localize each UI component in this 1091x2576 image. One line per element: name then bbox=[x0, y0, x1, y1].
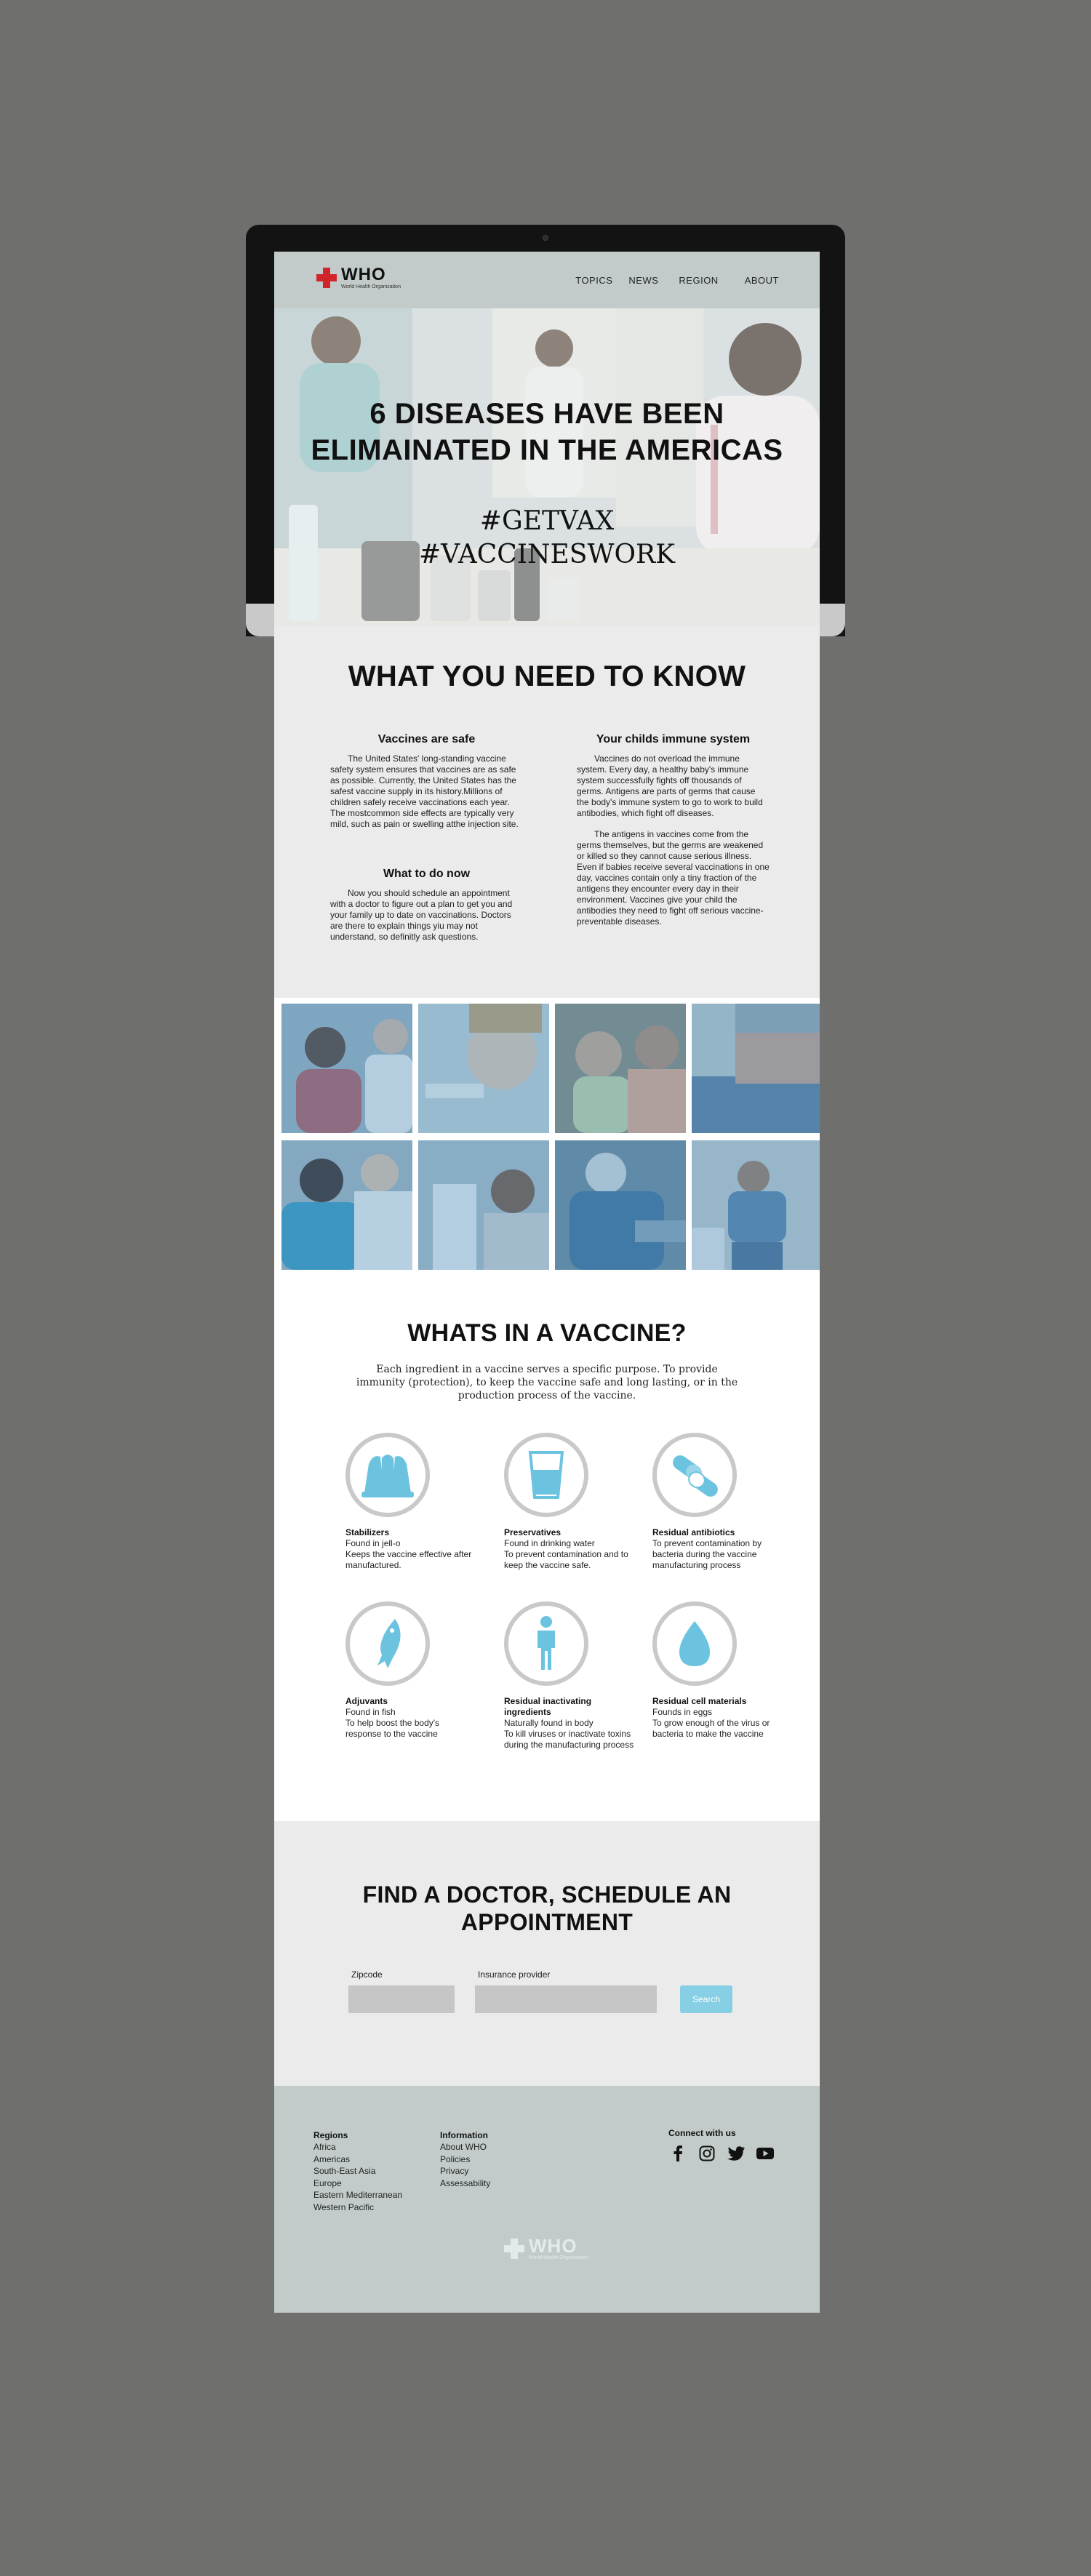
nav-topics[interactable]: TOPICS bbox=[575, 275, 613, 286]
person-icon bbox=[504, 1601, 588, 1686]
ingredient-name: Residual cell materials bbox=[652, 1696, 747, 1706]
ingredient-purpose: To help boost the body's response to the vaccine bbox=[345, 1718, 440, 1739]
ingredient-name: Adjuvants bbox=[345, 1696, 388, 1706]
region-link-africa[interactable]: Africa bbox=[313, 2142, 336, 2152]
photo-gallery bbox=[274, 998, 820, 1277]
immune-system-body-1: Vaccines do not overload the immune system. Every day, a healthy baby's immune system successfully fights off thousands of germs. Antigens are parts of germs that cause the body's immune system to go to work to build antibodies, which fight off diseases. bbox=[577, 753, 763, 818]
zipcode-label: Zipcode bbox=[351, 1969, 383, 1980]
region-link-americas[interactable]: Americas bbox=[313, 2153, 351, 2164]
find-doctor-title bbox=[274, 1881, 820, 1936]
ingredient-source: Found in fish bbox=[345, 1707, 396, 1717]
ingredient-purpose: To prevent contamination and to keep the vaccine safe. bbox=[504, 1549, 628, 1570]
find-doctor-title-line-1: FIND A DOCTOR, SCHEDULE AN bbox=[362, 1881, 732, 1908]
hero-title bbox=[274, 396, 820, 468]
facebook-icon[interactable] bbox=[668, 2144, 687, 2163]
info-link-about[interactable]: About WHO bbox=[440, 2142, 487, 2152]
who-emblem-icon bbox=[316, 268, 337, 288]
find-doctor-title-line-2: APPOINTMENT bbox=[460, 1909, 634, 1935]
regions-heading: Regions bbox=[313, 2130, 348, 2140]
egg-icon bbox=[652, 1601, 737, 1686]
ingredient-name: Residual inactivating ingredients bbox=[504, 1696, 592, 1717]
insurance-input[interactable] bbox=[475, 1985, 657, 2013]
vaccines-safe-body: The United States' long-standing vaccine safety system ensures that vaccines are as safe as possible. Currently, the United States has the safest vaccine supply in its history.Millions of children safely receive vaccinations each year. The mostcommon side effects are typically very mild, such as pain or swelling atthe injection site. bbox=[330, 753, 519, 829]
ingredient-name: Stabilizers bbox=[345, 1527, 390, 1537]
footer bbox=[274, 2086, 820, 2313]
ingredient-purpose: To prevent contamination by bacteria during the vaccine manufacturing process bbox=[652, 1538, 762, 1570]
ingredient-adjuvants bbox=[345, 1601, 476, 1740]
gallery-photo bbox=[418, 1140, 549, 1270]
what-to-do-body: Now you should schedule an appointment with a doctor to figure out a plan to get you and your family up to date on vaccinations. Doctors are there to explain things yiu may not understand, so definitly ask questions. bbox=[330, 888, 513, 942]
nav-about[interactable]: ABOUT bbox=[744, 275, 779, 286]
need-to-know-title: WHAT YOU NEED TO KNOW bbox=[348, 660, 746, 692]
jello-icon bbox=[345, 1433, 430, 1517]
hashtag-getvax: #GETVAX bbox=[479, 506, 615, 536]
gallery-photo bbox=[281, 1140, 412, 1270]
fish-icon bbox=[345, 1601, 430, 1686]
region-link-western-pacific[interactable]: Western Pacific bbox=[313, 2201, 375, 2212]
ingredient-preservatives bbox=[504, 1433, 635, 1571]
vaccine-intro: Each ingredient in a vaccine serves a specific purpose. To provide immunity (protection), to keep the vaccine safe and long lasting, or in the production process of the vaccine. bbox=[356, 1364, 738, 1401]
region-link-south-east-asia[interactable]: South-East Asia bbox=[313, 2166, 376, 2176]
vaccine-ingredients-section bbox=[274, 1277, 820, 1821]
info-link-assessability[interactable]: Assessability bbox=[440, 2177, 491, 2188]
gallery-photo bbox=[692, 1004, 820, 1133]
ingredient-stabilizers bbox=[345, 1433, 476, 1571]
hero-hashtags bbox=[274, 505, 820, 572]
region-link-eastern-mediterranean[interactable]: Eastern Mediterranean bbox=[313, 2190, 403, 2200]
top-nav bbox=[274, 252, 820, 308]
ingredient-purpose: Keeps the vaccine effective after manufactured. bbox=[345, 1549, 472, 1570]
insurance-label: Insurance provider bbox=[478, 1969, 551, 1980]
ingredient-name: Preservatives bbox=[504, 1527, 562, 1537]
vaccines-safe-block bbox=[330, 733, 523, 840]
social-links bbox=[668, 2144, 775, 2163]
gallery-photo bbox=[281, 1004, 412, 1133]
vaccine-title: WHATS IN A VACCINE? bbox=[407, 1319, 687, 1347]
footer-logo-subtitle: World Health Organization bbox=[529, 2255, 588, 2260]
logo-subtitle: World Health Organization bbox=[341, 284, 401, 289]
gallery-photo bbox=[692, 1140, 820, 1270]
hero-title-line-2: ELIMAINATED IN THE AMERICAS bbox=[311, 434, 783, 466]
ingredient-source: Found in drinking water bbox=[504, 1538, 595, 1548]
immune-system-heading: Your childs immune system bbox=[596, 733, 751, 745]
ingredient-source: Naturally found in body bbox=[504, 1718, 594, 1728]
ingredient-cell-materials bbox=[652, 1601, 783, 1740]
hero-banner bbox=[274, 308, 820, 625]
what-to-do-heading: What to do now bbox=[383, 868, 471, 880]
region-link-europe[interactable]: Europe bbox=[313, 2177, 342, 2188]
ingredient-name: Residual antibiotics bbox=[652, 1527, 735, 1537]
zipcode-input[interactable] bbox=[348, 1985, 455, 2013]
ingredient-residual-antibiotics bbox=[652, 1433, 783, 1571]
vaccines-safe-heading: Vaccines are safe bbox=[377, 733, 476, 745]
gallery-photo bbox=[418, 1004, 549, 1133]
ingredient-purpose: To kill viruses or inactivate toxins during the manufacturing process bbox=[504, 1729, 634, 1750]
twitter-icon[interactable] bbox=[727, 2144, 746, 2163]
need-to-know-section bbox=[274, 625, 820, 998]
immune-system-body-2: The antigens in vaccines come from the germs themselves, but the germs are weakened or killed so they cannot cause serious illness. Even if babies receive several vaccinations in one day, vaccines contain only a tiny fraction of the antigens they encounter every day in their environment. Vaccines give your child the antibodies they need to fight off serious vaccine-preventable diseases. bbox=[577, 829, 770, 927]
info-link-privacy[interactable]: Privacy bbox=[440, 2166, 469, 2176]
search-button[interactable]: Search bbox=[680, 1985, 732, 2013]
camera-dot bbox=[543, 235, 548, 241]
nav-links bbox=[575, 275, 779, 286]
connect-heading: Connect with us bbox=[668, 2128, 736, 2138]
footer-regions bbox=[313, 2129, 402, 2213]
gallery-photo bbox=[555, 1004, 686, 1133]
nav-region[interactable]: REGION bbox=[679, 275, 719, 286]
footer-information bbox=[440, 2129, 490, 2189]
hero-title-line-1: 6 DISEASES HAVE BEEN bbox=[369, 398, 724, 430]
what-to-do-block bbox=[330, 868, 523, 953]
nav-news[interactable]: NEWS bbox=[628, 275, 659, 286]
footer-logo-word: WHO bbox=[529, 2235, 578, 2257]
logo-word: WHO bbox=[341, 265, 386, 284]
ingredient-purpose: To grow enough of the virus or bacteria to make the vaccine bbox=[652, 1718, 770, 1739]
website bbox=[274, 252, 820, 2313]
hashtag-vaccineswork: #VACCINESWORK bbox=[419, 540, 675, 569]
info-link-policies[interactable]: Policies bbox=[440, 2153, 471, 2164]
pills-icon bbox=[652, 1433, 737, 1517]
footer-who-logo[interactable] bbox=[504, 2237, 588, 2260]
water-glass-icon bbox=[504, 1433, 588, 1517]
gallery-photo bbox=[555, 1140, 686, 1270]
immune-system-block bbox=[577, 733, 770, 937]
ingredient-inactivating bbox=[504, 1601, 635, 1751]
who-logo[interactable] bbox=[316, 266, 401, 289]
ingredient-source: Founds in eggs bbox=[652, 1707, 713, 1717]
information-heading: Information bbox=[440, 2130, 488, 2140]
youtube-icon[interactable] bbox=[756, 2144, 775, 2163]
who-emblem-icon bbox=[504, 2239, 524, 2259]
find-doctor-section bbox=[274, 1821, 820, 2086]
ingredient-source: Found in jell-o bbox=[345, 1538, 401, 1548]
instagram-icon[interactable] bbox=[698, 2144, 716, 2163]
